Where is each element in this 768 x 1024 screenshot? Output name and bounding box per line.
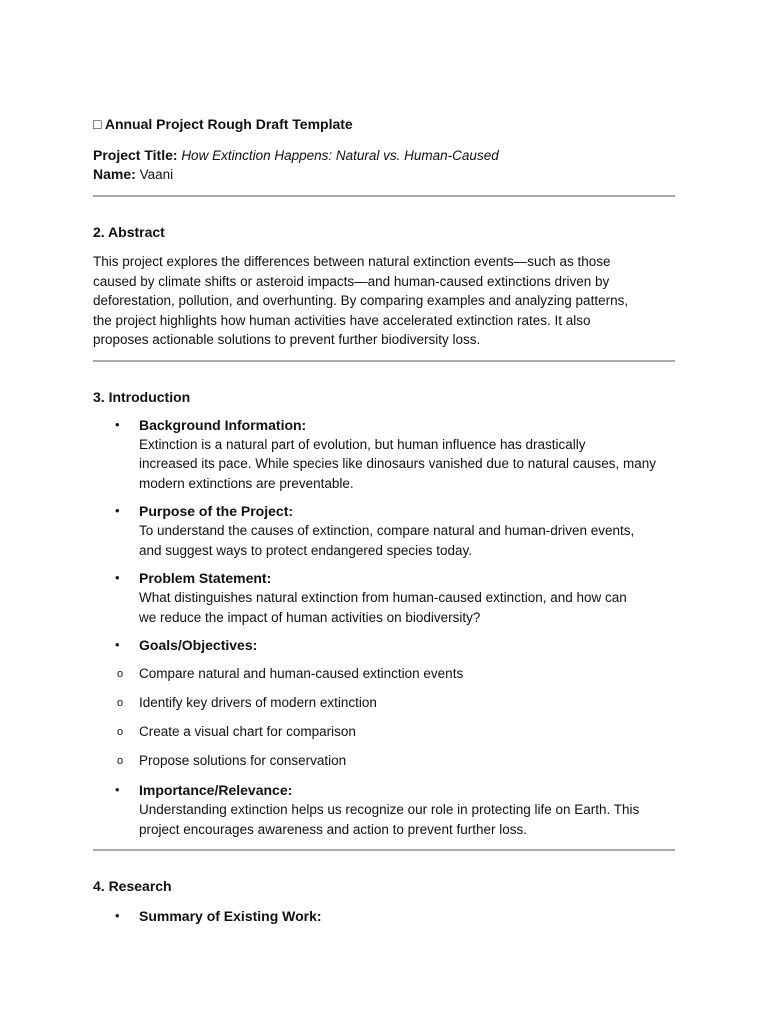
item-title: Summary of Existing Work: xyxy=(139,908,322,924)
item-body xyxy=(139,521,675,560)
project-title-line xyxy=(93,146,675,165)
abstract-line: proposes actionable solutions to prevent further biodiversity loss. xyxy=(93,332,481,347)
objective-item xyxy=(93,751,675,771)
checkbox-icon: □ xyxy=(93,116,102,132)
objective-item xyxy=(93,664,675,684)
circle-bullet-icon: o xyxy=(117,668,124,680)
divider xyxy=(93,195,675,197)
bullet-icon: • xyxy=(115,570,120,585)
divider xyxy=(93,360,675,362)
item-title: Purpose of the Project: xyxy=(139,503,294,519)
abstract-line: caused by climate shifts or asteroid impacts—and human-caused extinctions driven by xyxy=(93,273,610,289)
item-body xyxy=(139,435,675,494)
introduction-list xyxy=(93,415,675,840)
objective-text: Compare natural and human-caused extinction events xyxy=(139,666,464,681)
document-title xyxy=(93,114,675,134)
list-item xyxy=(93,780,675,839)
section-heading-introduction: 3. Introduction xyxy=(93,388,191,405)
item-line: project encourages awareness and action to prevent further loss. xyxy=(139,821,527,837)
list-item xyxy=(93,635,675,771)
section-heading-abstract: 2. Abstract xyxy=(93,224,165,240)
abstract-paragraph xyxy=(93,252,675,350)
circle-bullet-icon: o xyxy=(117,697,124,709)
list-item xyxy=(93,906,675,926)
name-line xyxy=(93,165,675,184)
item-line: To understand the causes of extinction, compare natural and human-driven events, xyxy=(139,523,635,538)
item-line: Extinction is a natural part of evolution, but human influence has drastically xyxy=(139,436,586,452)
document-title-text: Annual Project Rough Draft Template xyxy=(104,116,353,132)
list-item xyxy=(93,501,675,560)
list-item xyxy=(93,415,675,494)
objectives-list xyxy=(93,664,675,771)
bullet-icon: • xyxy=(115,503,120,518)
circle-bullet-icon: o xyxy=(117,726,124,738)
bullet-icon: • xyxy=(115,637,120,652)
project-title-value: How Extinction Happens: Natural vs. Human-Caused xyxy=(181,148,499,163)
bullet-icon: • xyxy=(115,908,120,923)
item-line: What distinguishes natural extinction from human-caused extinction, and how can xyxy=(139,590,627,605)
item-title: Background Information: xyxy=(139,416,307,433)
abstract-line: the project highlights how human activities have accelerated extinction rates. It also xyxy=(93,312,591,328)
list-item xyxy=(93,568,675,627)
name-label: Name: xyxy=(93,166,136,182)
objective-text: Propose solutions for conservation xyxy=(139,753,347,768)
project-title-label: Project Title: xyxy=(93,147,178,163)
item-line: we reduce the impact of human activities on biodiversity? xyxy=(139,609,481,625)
item-title: Goals/Objectives: xyxy=(139,637,258,653)
document-page xyxy=(93,114,675,926)
item-body xyxy=(139,800,675,839)
section-heading-research: 4. Research xyxy=(93,878,172,894)
item-title: Importance/Relevance: xyxy=(139,782,293,798)
circle-bullet-icon: o xyxy=(117,755,124,767)
item-line: increased its pace. While species like dinosaurs vanished due to natural causes, many xyxy=(139,456,657,471)
bullet-icon: • xyxy=(115,416,120,432)
research-list xyxy=(93,906,675,926)
item-line: Understanding extinction helps us recognize our role in protecting life on Earth. This xyxy=(139,802,640,817)
name-value: Vaani xyxy=(139,167,174,182)
item-line: modern extinctions are preventable. xyxy=(139,475,354,491)
item-title: Problem Statement: xyxy=(139,570,272,586)
abstract-line: This project explores the differences between natural extinction events—such as those xyxy=(93,254,611,269)
item-line: and suggest ways to protect endangered species today. xyxy=(139,542,472,558)
objective-text: Identify key drivers of modern extinction xyxy=(139,695,377,710)
divider xyxy=(93,849,675,851)
abstract-line: deforestation, pollution, and overhunting. By comparing examples and analyzing patterns, xyxy=(93,293,629,308)
objective-item xyxy=(93,693,675,713)
item-body xyxy=(139,588,675,627)
objective-item xyxy=(93,722,675,742)
bullet-icon: • xyxy=(115,782,120,797)
objective-text: Create a visual chart for comparison xyxy=(139,724,356,739)
